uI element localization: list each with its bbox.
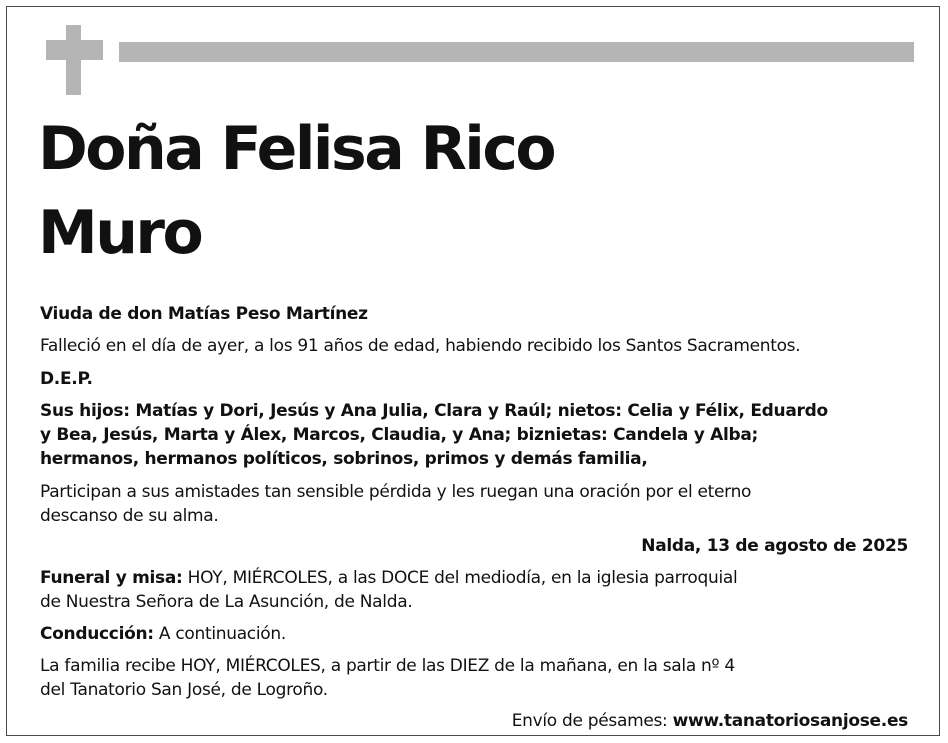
participate-line: Participan a sus amistades tan sensible pérdida y les ruegan una oración por el eterno: [40, 482, 752, 502]
place-date: Nalda, 13 de agosto de 2025: [641, 536, 908, 556]
dep-text: D.E.P.: [40, 369, 93, 389]
deceased-name-line2: Muro: [38, 198, 202, 268]
conduccion-text: A continuación.: [153, 624, 286, 644]
funeral-text: HOY, MIÉRCOLES, a las DOCE del mediodía, en la iglesia parroquial: [182, 568, 738, 588]
death-notice: Falleció en el día de ayer, a los 91 años de edad, habiendo recibido los Santos Sacramentos.: [40, 336, 801, 356]
cross-icon: [66, 25, 81, 95]
deceased-name-line1: Doña Felisa Rico: [38, 114, 555, 184]
condolences-url: www.tanatoriosanjose.es: [672, 711, 908, 731]
funeral-line: [40, 566, 737, 590]
widow-line: Viuda de don Matías Peso Martínez: [40, 304, 368, 324]
participate-line: descanso de su alma.: [40, 506, 219, 526]
family-line: Sus hijos: Matías y Dori, Jesús y Ana Julia, Clara y Raúl; nietos: Celia y Félix, Eduardo: [40, 401, 828, 421]
header-bar: [119, 42, 914, 62]
family-line: hermanos, hermanos políticos, sobrinos, primos y demás familia,: [40, 449, 648, 469]
reception-line: La familia recibe HOY, MIÉRCOLES, a partir de las DIEZ de la mañana, en la sala nº 4: [40, 656, 735, 676]
funeral-label: Funeral y misa:: [40, 568, 183, 588]
reception-line: del Tanatorio San José, de Logroño.: [40, 680, 328, 700]
condolences-label: Envío de pésames:: [511, 711, 673, 731]
conduccion-line: [40, 622, 286, 646]
condolences-line: [512, 709, 908, 733]
conduccion-label: Conducción:: [40, 624, 154, 644]
family-line: y Bea, Jesús, Marta y Álex, Marcos, Claudia, y Ana; biznietas: Candela y Alba;: [40, 425, 759, 445]
cross-icon-arm: [46, 40, 103, 60]
funeral-line-2: de Nuestra Señora de La Asunción, de Nalda.: [40, 592, 413, 612]
